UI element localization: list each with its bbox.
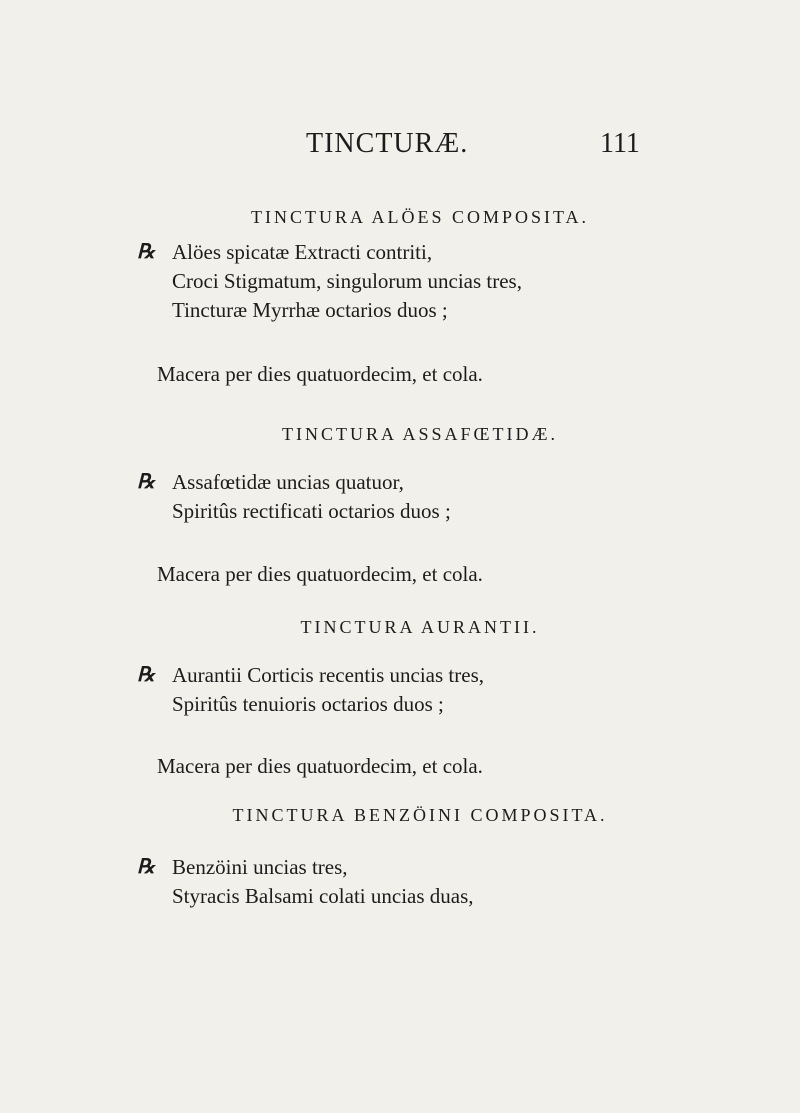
- ingredient-line: [0, 296, 800, 325]
- direction-text: Macera per dies quatuordecim, et cola.: [157, 754, 483, 778]
- ingredient-line: [0, 882, 800, 911]
- ingredient-line: [0, 690, 800, 719]
- running-head: [0, 128, 800, 168]
- ingredient-text: Alöes spicatæ Extracti contriti,: [172, 240, 433, 264]
- ingredient-text: Spiritûs rectificati octarios duos ;: [172, 499, 451, 523]
- recipe-rx-icon: ℞: [137, 664, 155, 686]
- direction-text: Macera per dies quatuordecim, et cola.: [157, 562, 483, 586]
- ingredient-text: Assafœtidæ uncias quatuor,: [172, 470, 404, 494]
- running-title: TINCTURÆ.: [306, 128, 469, 159]
- ingredient-line: [0, 267, 800, 296]
- section-assafoetida: [0, 417, 800, 589]
- recipe-rx-icon: ℞: [137, 241, 155, 263]
- section-heading: TINCTURA BENZÖINI COMPOSITA.: [232, 805, 608, 825]
- ingredient-text: Benzöini uncias tres,: [172, 855, 348, 879]
- ingredient-text: Croci Stigmatum, singulorum uncias tres,: [172, 269, 522, 293]
- section-heading: TINCTURA AURANTII.: [300, 617, 540, 637]
- section-benzoini: [0, 798, 800, 911]
- recipe-rx-icon: ℞: [137, 471, 155, 493]
- section-heading: TINCTURA ASSAFŒTIDÆ.: [281, 424, 559, 444]
- section-aloes: [0, 200, 800, 389]
- ingredient-text: Aurantii Corticis recentis uncias tres,: [172, 663, 484, 687]
- recipe-rx-icon: ℞: [137, 856, 155, 878]
- section-aurantii: [0, 610, 800, 781]
- ingredient-line: [0, 497, 800, 526]
- page-number: 111: [600, 128, 640, 159]
- section-heading: TINCTURA ALÖES COMPOSITA.: [250, 207, 590, 227]
- ingredient-line: [0, 661, 800, 690]
- ingredient-line: [0, 853, 800, 882]
- ingredient-line: [0, 238, 800, 267]
- ingredient-text: Tincturæ Myrrhæ octarios duos ;: [172, 298, 448, 322]
- ingredient-line: [0, 468, 800, 497]
- ingredient-text: Styracis Balsami colati uncias duas,: [172, 884, 474, 908]
- ingredient-text: Spiritûs tenuioris octarios duos ;: [172, 692, 444, 716]
- direction-text: Macera per dies quatuordecim, et cola.: [157, 362, 483, 386]
